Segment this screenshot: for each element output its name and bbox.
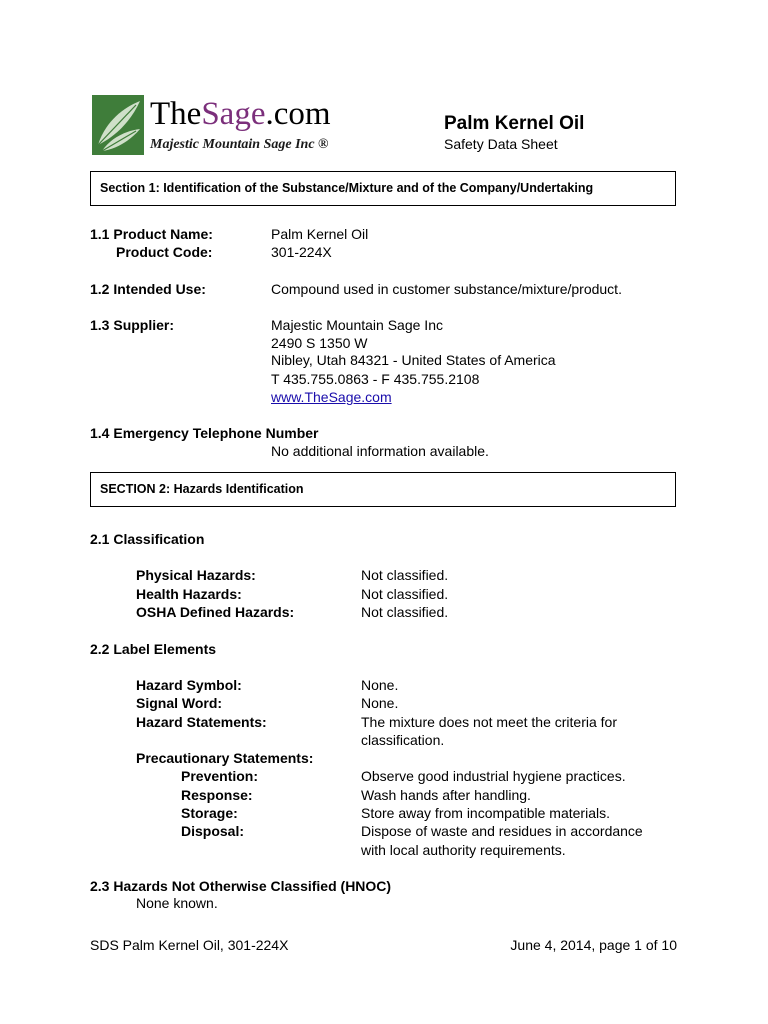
disposal-label: Disposal: [181,823,245,839]
storage-value: Store away from incompatible materials. [361,805,610,821]
storage-label: Storage: [181,805,238,821]
product-code-label: Product Code: [116,244,213,260]
hazard-statements-label: Hazard Statements: [136,714,267,730]
precautionary-label: Precautionary Statements: [136,750,314,766]
section-1-heading [90,171,676,206]
footer-document-id: SDS Palm Kernel Oil, 301-224X [90,937,289,953]
emergency-value: No additional information available. [271,443,489,459]
osha-hazards-label: OSHA Defined Hazards: [136,604,295,620]
logo-com: .com [265,96,331,132]
supplier-line: Majestic Mountain Sage Inc [271,317,443,333]
logo-the: The [150,96,202,132]
product-code-value: 301-224X [271,244,332,260]
disposal-line: with local authority requirements. [361,842,566,858]
hazard-symbol-label: Hazard Symbol: [136,677,242,693]
physical-hazards-value: Not classified. [361,567,449,583]
hnoc-label: 2.3 Hazards Not Otherwise Classified (HNOC) [90,878,392,894]
physical-hazards-label: Physical Hazards: [136,567,256,583]
section-1-heading-text: Section 1: Identification of the Substance/Mixture and of the Company/Undertaking [100,181,594,195]
hazard-symbol-value: None. [361,677,399,693]
health-hazards-value: Not classified. [361,586,449,602]
response-label: Response: [181,787,253,803]
footer-page-info: June 4, 2014, page 1 of 10 [510,937,677,953]
supplier-line: Nibley, Utah 84321 - United States of America [271,352,556,368]
signal-word-label: Signal Word: [136,695,223,711]
sage-leaf-icon [92,95,144,155]
hazard-statements-line: classification. [361,732,445,748]
prevention-value: Observe good industrial hygiene practices. [361,768,626,784]
hazard-statements-line: The mixture does not meet the criteria for [361,714,617,730]
product-name-label: 1.1 Product Name: [90,226,213,242]
supplier-line: T 435.755.0863 - F 435.755.2108 [271,371,480,387]
prevention-label: Prevention: [181,768,259,784]
classification-label: 2.1 Classification [90,531,205,547]
supplier-website-link[interactable]: www.TheSage.com [271,389,392,405]
osha-hazards-value: Not classified. [361,604,449,620]
intended-use-value: Compound used in customer substance/mixture/product. [271,281,622,297]
section-2-heading [90,472,676,507]
product-name-value: Palm Kernel Oil [271,226,369,242]
document-subtitle: Safety Data Sheet [444,136,558,152]
section-2-heading-text: SECTION 2: Hazards Identification [100,482,304,496]
label-elements-label: 2.2 Label Elements [90,641,217,657]
logo-wordmark [150,94,331,134]
disposal-line: Dispose of waste and residues in accordance [361,823,643,839]
document-title: Palm Kernel Oil [444,113,585,134]
hnoc-value: None known. [136,895,218,911]
supplier-line: 2490 S 1350 W [271,335,368,351]
response-value: Wash hands after handling. [361,787,531,803]
health-hazards-label: Health Hazards: [136,586,242,602]
signal-word-value: None. [361,695,399,711]
intended-use-label: 1.2 Intended Use: [90,281,206,297]
logo-sage: Sage [201,96,266,132]
supplier-label: 1.3 Supplier: [90,317,175,333]
emergency-label: 1.4 Emergency Telephone Number [90,425,319,441]
logo-tagline: Majestic Mountain Sage Inc ® [150,137,329,152]
